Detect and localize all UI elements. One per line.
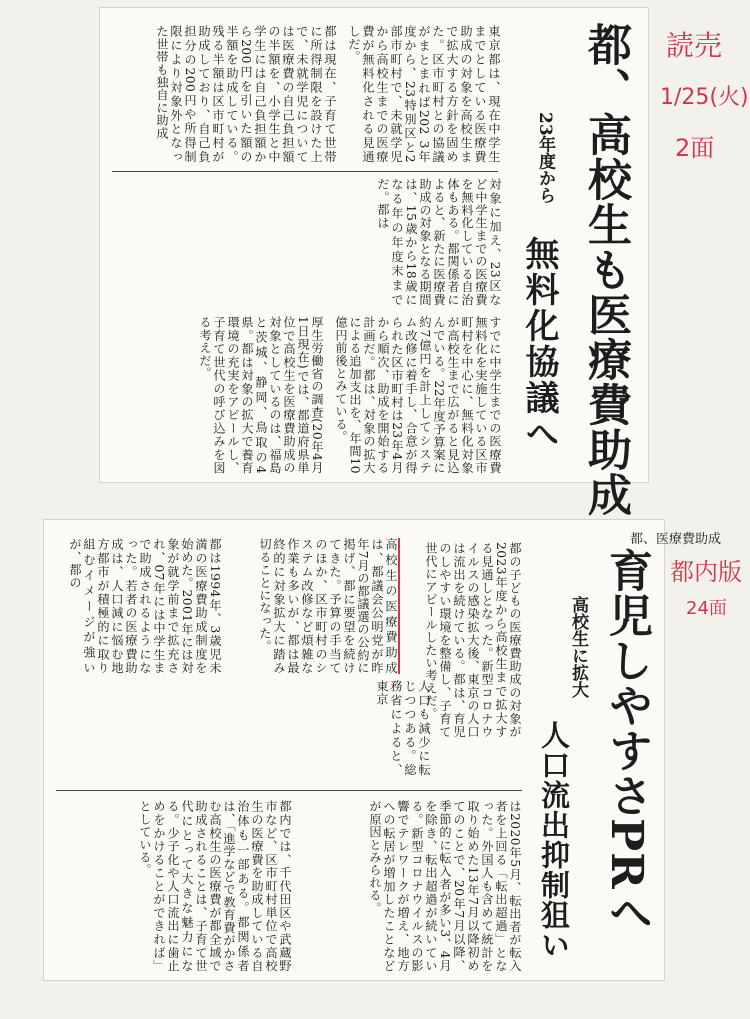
annotation-tonai-label: 都内版 [670,558,742,586]
article-1-column-2: 都は現在、子育て世帯に所得制限を設けた上で、未就学児については医療費の自己負担額の半額を、小学生と中学生には自己負担額から200円を引いた額の半額を助成している。残る半額は区市町村が助成しており、自己負担分の200円や所得制限により対象外となった世帯も独自に助成 [155,25,337,163]
article-2-subhead-b: 人口流出抑制狙い [537,720,571,960]
article-1-subhead-a: 23年度から [535,112,555,204]
article-2-kicker: 都、医療費助成 [630,532,722,547]
article-2-column-4: 都は1994年、3歳児未満の医療費助成制度を始めた。2001年には対象が就学前まで拡充され、07年には中学生まで助成されるようになった。若者の医療費助成は、人口減に悩む地方都市が積極的に取り組むイメージが強いが、都の [68,538,222,674]
article-1-column-5: 厚生労働省の調査(20年4月1日現在)では、都道府県単位で高校生を医療費助成の対象としているのは、福島と茨城、静岡、鳥取の4県。都は対象の拡大で養育環境の充実をアピールし、子育て世代の呼び込みを図る考えだ。 [198,316,324,474]
article-2-lead-column: 都の子どもの医療費助成の対象が2023年度から高校生まで拡大する見通しとなった。新型コロナウイルスの感染拡大後、東京の人口は流出を続けている。都は、育児のしやすい環境を整備し、子育て世代にアピールしたい考えだ。 [424,542,522,738]
article-1-lead-column: 東京都は、現在中学生までとしている医療費助成の対象を高校生まで拡大する方針を固めた。区市町村との協議がまとまれば202 3年度から、23特別区と2 部市町村で、未就学児から高校生までの医療費が無料化される見通しだ。 [347,25,501,163]
article-2-column-6: 都内では、千代田区や武蔵野市など、区市町村単位で高校生の医療費を助成している自治体も一部ある。都関係者は、「進学などで教育費がかさむ高校生の医療費が都全域で助成されることは、子育て世代にとって大きな魅力になる。少子化や人口流出に歯止めをかけることができれば」としている。 [138,800,292,972]
article-2-subhead-a: 高校生に拡大 [568,596,588,698]
article-2-divider [56,790,522,791]
article-2-headline: 育児しやすさPRへ [601,548,652,935]
article-2-highlighted-column: 高校生の医療費助成は、都議会公明党が昨年7月の都議選の公約に掲げ、都に要望を続けてきた。予算の手当てのほか、区市町村のシステム改修など煩雑な作業も多いが、都は最終的に対象拡大に踏み切ることになった。 [226,538,400,674]
annotation-yomiuri-date: 1/25(火) [660,85,749,110]
article-1-headline: 都、高校生も医療費助成 [580,22,631,517]
article-1-divider [112,171,498,172]
article-1-column-3: 対象に加え、23区など中学生までの医療費を無料化している自治体もある。都関係者によると、新たに医療費助成の対象となる期間は、15歳から18歳になる年の年度末までだ。都は [376,178,502,306]
annotation-yomiuri-label: 読売 [666,29,723,62]
article-2-column-5: は2020年5月、転出者が転入者を上回る「転出超過」となった。外国人も含めて統計を取り始めた13年7月以降初めてのことで、20年7月以降、季節的に転入者が多い3、4月を除き、転出超過が続いている。新型コロナウイルスの影響でテレワークが増え、地方への転居が増加したことなどが原因とみられる。 [368,800,522,972]
article-1-subhead-b: 無料化協議へ [519,236,559,452]
annotation-tonai-page: 24面 [686,598,727,619]
article-1-column-4: すでに中学生までの医療費無料化を実施している区市町村を中心に、無料化対象が高校生まで広がると見込んでいる。22年度予算案に約7億円を計上してシステム改修に着手し、合意が得られた区市町村は23年4月から順次、助成を開始する計画だ。都は、対象の拡大による追加支出を、年間10億円前後とみている。 [334,316,502,474]
annotation-yomiuri-page: 2面 [675,134,715,162]
article-2-column-2: 人口も減少に転じつつある。総務省によると、東京 [375,680,431,776]
